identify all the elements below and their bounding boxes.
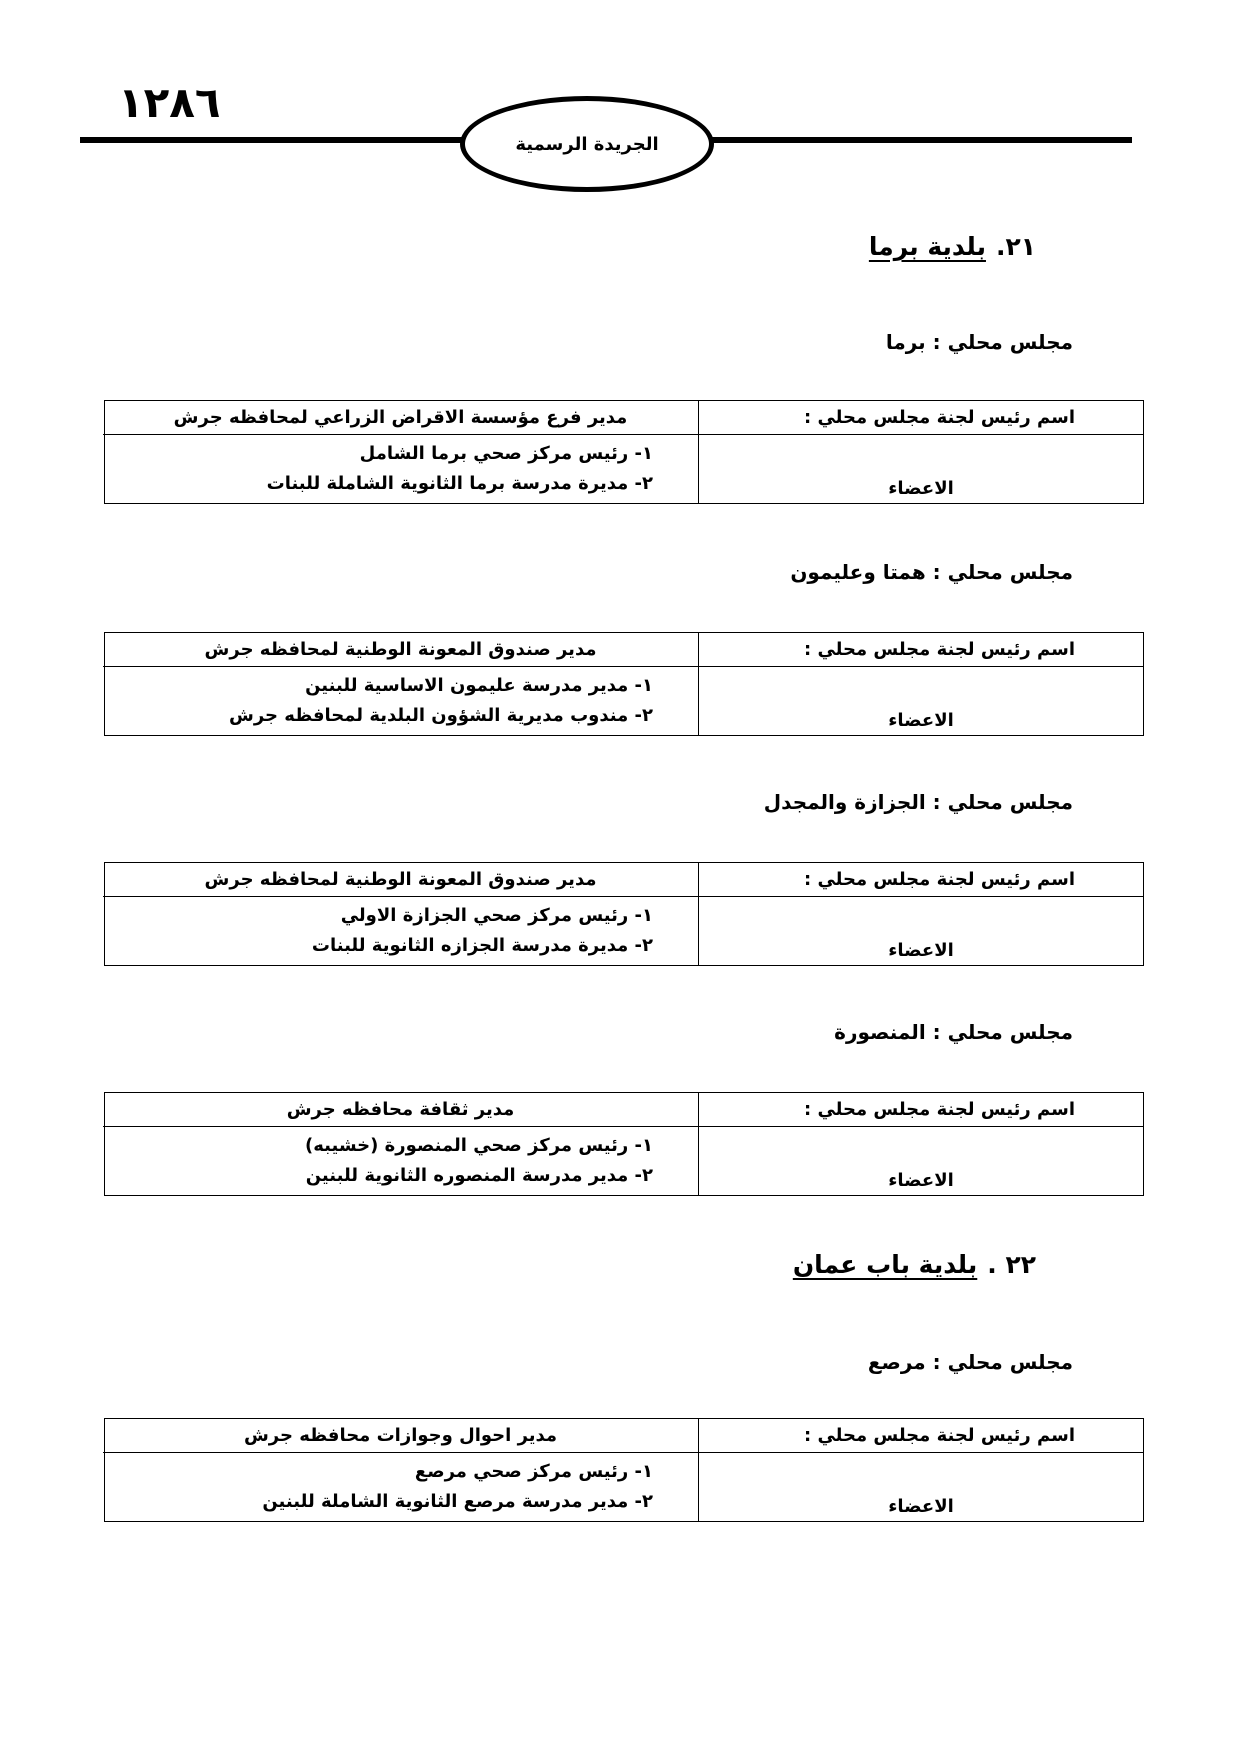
members-label: الاعضاء (698, 1127, 1143, 1195)
council-heading: مجلس محلي : الجزازة والمجدل (763, 790, 1073, 814)
chair-label: اسم رئيس لجنة مجلس محلي : (698, 1093, 1143, 1127)
chair-value: مدير صندوق المعونة الوطنية لمحافظه جرش (103, 863, 698, 897)
council-table (104, 1418, 1144, 1522)
member-item: ١- رئيس مركز صحي المنصورة (خشيبه) (304, 1135, 653, 1156)
member-item: ٢- مدير مدرسة المنصوره الثانوية للبنين (305, 1165, 653, 1186)
council-table (104, 632, 1144, 736)
member-item: ٢- مديرة مدرسة برما الثانوية الشاملة للبنات (266, 473, 653, 494)
member-item: ١- رئيس مركز صحي مرصع (414, 1461, 653, 1482)
section-heading-22 (793, 1250, 1036, 1279)
chair-label: اسم رئيس لجنة مجلس محلي : (698, 401, 1143, 435)
chair-label: اسم رئيس لجنة مجلس محلي : (698, 633, 1143, 667)
section-number: ٢٢ . (987, 1250, 1036, 1279)
members-label: الاعضاء (698, 667, 1143, 735)
members-list (103, 897, 698, 965)
gazette-title: الجريدة الرسمية (515, 133, 659, 155)
section-name: بلدية برما (868, 232, 986, 261)
members-label: الاعضاء (698, 1453, 1143, 1521)
council-heading: مجلس محلي : مرصع (867, 1350, 1073, 1374)
chair-value: مدير فرع مؤسسة الاقراض الزراعي لمحافظه جرش (103, 401, 698, 435)
council-heading: مجلس محلي : همتا وعليمون (790, 560, 1073, 584)
council-heading: مجلس محلي : المنصورة (834, 1020, 1073, 1044)
section-name: بلدية باب عمان (792, 1250, 978, 1279)
member-item: ١- مدير مدرسة عليمون الاساسية للبنين (305, 675, 653, 696)
members-list (103, 1127, 698, 1195)
member-item: ٢- مندوب مديرية الشؤون البلدية لمحافظه جرش (229, 705, 653, 726)
council-table (104, 400, 1144, 504)
chair-label: اسم رئيس لجنة مجلس محلي : (698, 863, 1143, 897)
members-label: الاعضاء (698, 435, 1143, 503)
council-table (104, 1092, 1144, 1196)
members-list (103, 667, 698, 735)
chair-value: مدير ثقافة محافظه جرش (103, 1093, 698, 1127)
council-table (104, 862, 1144, 966)
members-list (103, 435, 698, 503)
members-label: الاعضاء (698, 897, 1143, 965)
members-list (103, 1453, 698, 1521)
council-heading: مجلس محلي : برما (885, 330, 1073, 354)
section-number: ٢١. (995, 232, 1036, 261)
member-item: ١- رئيس مركز صحي برما الشامل (359, 443, 653, 464)
header-oval (460, 96, 714, 192)
member-item: ١- رئيس مركز صحي الجزازة الاولي (340, 905, 653, 926)
chair-label: اسم رئيس لجنة مجلس محلي : (698, 1419, 1143, 1453)
member-item: ٢- مدير مدرسة مرصع الثانوية الشاملة للبنين (262, 1491, 653, 1512)
chair-value: مدير صندوق المعونة الوطنية لمحافظه جرش (103, 633, 698, 667)
section-heading-21 (869, 232, 1036, 261)
page-number: ١٢٨٦ (118, 78, 221, 127)
member-item: ٢- مديرة مدرسة الجزازه الثانوية للبنات (311, 935, 653, 956)
chair-value: مدير احوال وجوازات محافظه جرش (103, 1419, 698, 1453)
